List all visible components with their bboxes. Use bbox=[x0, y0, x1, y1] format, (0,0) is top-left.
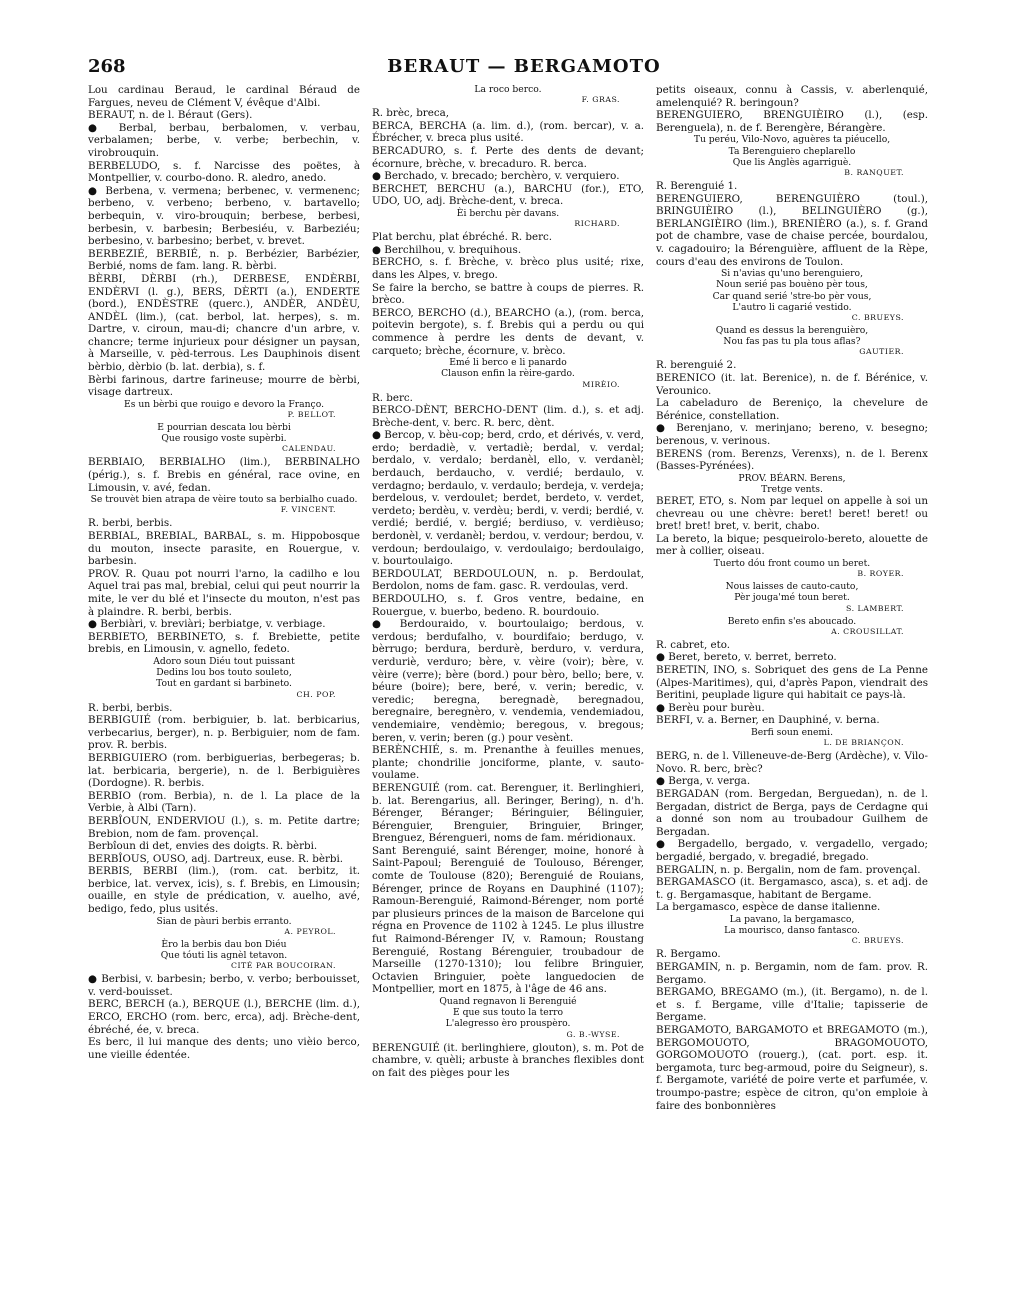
dictionary-entry: BERG, n. de l. Villeneuve-de-Berg (Ardèche), v. Vilo-Novo. R. berc, brèc? bbox=[656, 750, 928, 775]
quote-attribution: G. B.-WYSE. bbox=[566, 1029, 620, 1039]
dictionary-entry: BERBIAIO, BERBIALHO (lim.), BERBINALHO (périg.), s. f. Brebis en général, race ovine, en Limousin, v. avé, fedan. bbox=[88, 456, 360, 494]
dictionary-entry: BERBIGUIÉ (rom. berbiguier, b. lat. berbicarius, verbecarius, berger), n. p. Berbiguier, nom de fam. prov. R. berbis. bbox=[88, 714, 360, 752]
quote-attribution: GAUTIER. bbox=[859, 347, 904, 357]
dictionary-entry: ● Berbena, v. vermena; berbenec, v. vermenenc; berbeno, v. verbeno; berbeno, v. bartavello; berbequin, v. viro-brouquin; berbese, berbesi, berbesin, v. barbesin; Berbesiéu, v. Barbeziéu; berbesino, v. barbesino; berbet, v. brevet. bbox=[88, 184, 360, 248]
quote-attribution: C. BRUEYS. bbox=[851, 312, 904, 322]
dictionary-entry: BERGAMASCO (it. Bergamasco, asca), s. et adj. de t. g. Bergamasque, habitant de Bergame. bbox=[656, 876, 928, 901]
dictionary-entry: ● Berèu pour burèu. bbox=[656, 701, 765, 714]
dictionary-entry: BERBELUDO, s. f. Narcisse des poëtes, à Montpellier, v. courbo-dono. R. aledro, anedo. bbox=[88, 159, 360, 185]
verse-quote: Si n'avias qu'uno berenguiero, bbox=[720, 268, 863, 280]
dictionary-entry: BERENGUIERO, BERENGUIÈRO (toul.), BRINGUIÈIRO (l.), BELINGUIÈRO (g.), BERLANGIÈIRO (lim.), BRENIÈRO (a.), s. f. Grand pot de chambre, vase de chaise percée, bourdalou, v. cagadouiro; la Bérenguière, affluent de la Rèpe, cours d'eau des environs de Toulon. bbox=[656, 192, 928, 268]
running-title: BERAUT — BERGAMOTO bbox=[387, 56, 661, 77]
verse-quote: Se trouvèt bien atrapa de vèire touto sa berbialho cuado. bbox=[90, 494, 358, 506]
dictionary-entry: ● Berchilhou, v. brequihous. bbox=[372, 243, 522, 256]
verse-quote: Tretge vents. bbox=[761, 483, 823, 495]
verse-quote: La roco berco. bbox=[474, 84, 542, 95]
verse-quote: Tuerto dóu front coumo un beret. bbox=[713, 558, 871, 570]
verse-quote: Adoro soun Diéu tout puissant bbox=[153, 655, 295, 667]
verse-quote: Nous laisses de cauto-cauto, bbox=[725, 581, 859, 593]
dictionary-entry: ● Berbiàri, v. breviàri; berbiatge, v. verbiage. bbox=[88, 618, 326, 631]
dictionary-entry: R. berc. bbox=[372, 391, 413, 404]
dictionary-entry: BERENGUIÉ (rom. cat. Berenguer, it. Berlinghieri, b. lat. Berengarius, all. Beringer, Bering), n. d'h. Bérenger, Béranger; Béringuier, Bélinguier, Bérenguier, Brenguier, Bringuier, Bringer, Brenguez, Bérengueri, noms de fam. méridionaux. bbox=[372, 781, 644, 845]
verse-quote: Car quand serié 'stre-bo pèr vous, bbox=[712, 290, 872, 302]
dictionary-entry: ● Berga, v. verga. bbox=[656, 775, 751, 788]
dictionary-entry: ● Bercop, v. bèu-cop; berd, crdo, et dérivés, v. verd, erdo; berdadiè, v. vertadiè; berdal, v. verdal; berdalo, v. verdalo; berdanèl, ello, v. verdanèl; berdauch, berdaucho, v. verdié; berdaulo, v. verdagno; berdaulo, v. verdaulo; berdeja, v. verdeja; berdelous, v. verdoulet; berdet, berdeto, v. verdet, verdeto; berdèu, v. verdèu; berdi, v. verdi; berdié, v. verdié; berdié, v. bergié; berdiuso, v. verdièuso; berdonèl, v. verdanèl; berdou, v. verdour; berdou, v. verdoun; berdoulaigo, v. verdoulaigo; berdoulaigo, v. bourtoulaigo. bbox=[372, 429, 644, 568]
dictionary-entry: R. Bergamo. bbox=[656, 948, 721, 961]
column-3 bbox=[656, 84, 928, 1234]
verse-quote: Emé li berco e li panardo bbox=[449, 357, 567, 369]
dictionary-entry: PROV. R. Quau pot nourri l'arno, la cadilho e lou Aquel trai pas mal, brebial, celui qui peut nourrir la mite, le ver du blé et l'insecte du mouton, n'est pas à plaindre. R. berbi, berbis. bbox=[88, 567, 360, 618]
dictionary-entry: La bergamasco, espèce de danse italienne. bbox=[656, 901, 881, 914]
quote-attribution: C. BRUEYS. bbox=[851, 936, 904, 946]
verse-quote: Noun serié pas bouèno pèr tous, bbox=[716, 279, 868, 291]
dictionary-entry: BERFI, v. a. Berner, en Dauphiné, v. berna. bbox=[656, 714, 880, 727]
dictionary-entry: Sant Berenguié, saint Bérenger, moine, honoré à Saint-Papoul; Berenguié de Toulouso, Bérenger, comte de Toulouse (820); Berenguié de Rouians, Bérenger, prince de Royans en Dauphiné (1107); Ramoun-Berenguié, Raimond-Bérenger, nom porté par plusieurs princes de la maison de Barcelone qui régna en Provence de 1102 à 1245. Le plus illustre fut Raimond-Bérenger IV, v. Ramoun; Roustang Berenguié, Rostang Bérenguier, troubadour de Marseille (1270-1310); lou felibre Bringuier, Octavien Bringuier, poète languedocien de Montpellier, mort en 1875, à l'âge de 46 ans. bbox=[372, 844, 644, 996]
quote-attribution: L. DE BRIANÇON. bbox=[823, 738, 904, 748]
page-number: 268 bbox=[88, 56, 126, 77]
verse-quote: La mourisco, danso fantasco. bbox=[724, 925, 860, 937]
verse-quote: E que sus touto la terro bbox=[452, 1007, 564, 1019]
dictionary-entry: R. Berenguié 1. bbox=[656, 179, 738, 192]
dictionary-entry: Lou cardinau Beraud, le cardinal Béraud de Fargues, neveu de Clément V, évêque d'Albi. bbox=[88, 84, 360, 109]
dictionary-entry: ● Berbal, berbau, berbalomen, v. verbau, verbalamen; berbe, v. verbe; berbechin, v. virobrouquin. bbox=[88, 121, 360, 159]
dictionary-entry: BERETIN, INO, s. Sobriquet des gens de La Penne (Alpes-Maritimes), qui, d'après Papon, viendrait des Beritini, peuplade ligure qui habitait ce pays-là. bbox=[656, 664, 928, 702]
verse-quote: Que rousigo voste supèrbi. bbox=[161, 433, 287, 445]
dictionary-entry: Bèrbi farinous, dartre farineuse; mourre de bèrbi, visage dartreux. bbox=[88, 373, 360, 399]
dictionary-entry: BERGAMO, BREGAMO (m.), (it. Bergamo), n. de l. et s. f. Bergame, ville d'Italie; tapisserie de Bergame. bbox=[656, 986, 928, 1024]
column-1 bbox=[88, 84, 360, 1234]
dictionary-entry: BERBEZIÉ, BERBIÉ, n. p. Berbézier, Barbézier, Berbié, noms de fam. lang. R. bèrbi. bbox=[88, 247, 360, 273]
dictionary-entry: BERBIO (rom. Berbia), n. de l. La place de la Verbie, à Albi (Tarn). bbox=[88, 789, 360, 815]
dictionary-entry: BERBIGUIERO (rom. berbiguerias, berbegeras; b. lat. berbicaria, bergerie), n. de l. Berbiguières (Dordogne). R. berbis. bbox=[88, 751, 360, 790]
verse-quote: Quand regnavon li Berenguié bbox=[439, 996, 577, 1007]
dictionary-entry: BERCA, BERCHA (a. lim. d.), (rom. bercar), v. a. Ébrécher, v. breca plus usité. bbox=[372, 119, 644, 145]
dictionary-entry: BERAUT, n. de l. Béraut (Gers). bbox=[88, 109, 253, 122]
dictionary-entry: R. cabret, eto. bbox=[656, 638, 731, 651]
verse-quote: L'autro li cagarié vestido. bbox=[732, 301, 852, 313]
dictionary-entry: BERCO-DÈNT, BERCHO-DENT (lim. d.), s. et adj. Brèche-dent, v. berc. R. berc, dènt. bbox=[372, 404, 644, 429]
dictionary-entry: Es berc, il lui manque des dents; uno vièio berco, une vieille édentée. bbox=[88, 1036, 360, 1061]
dictionary-entry: ● Bergadello, bergado, v. vergadello, vergado; bergadié, bergado, v. bregadié, bregado. bbox=[656, 838, 928, 863]
verse-quote: Quand es dessus la berenguièro, bbox=[715, 324, 869, 336]
verse-quote: Tu peréu, Vilo-Novo, aguères ta piéucello, bbox=[693, 134, 891, 146]
dictionary-entry: BERGAMOTO, BARGAMOTO et BREGAMOTO (m.), BERGOMOUOTO, BRAGOMOUOTO, GORGOMOUOTO (rouerg.), (cat. port. esp. it. bergamota, turc beg-armoud, poire du Seigneur), s. f. Bergamote, variété de poire verte et parfumée, v. troumpo-pastre; espèce de citron, qu'on emploie à faire des bonbonnières bbox=[656, 1023, 928, 1112]
dictionary-entry: BERET, ETO, s. Nom par lequel on appelle à soi un chevreau ou une chèvre: beret! beret! beret! ou bret! bret! bret, v. berit, chabo. bbox=[656, 495, 928, 533]
quote-attribution: CH. POP. bbox=[296, 689, 336, 699]
verse-quote: Berfi soun enemi. bbox=[751, 727, 833, 739]
dictionary-entry: BERENICO (it. lat. Berenice), n. de f. Bérénice, v. Verounico. bbox=[656, 371, 928, 397]
quote-attribution: B. ROYER. bbox=[857, 569, 904, 579]
quote-attribution: CITÉ PAR BOUCOIRAN. bbox=[230, 961, 336, 971]
verse-quote: Ta Berenguiero cheplarello bbox=[728, 145, 856, 157]
dictionary-entry: ● Berchado, v. brecado; berchèro, v. verquiero. bbox=[372, 170, 620, 183]
dictionary-entry: Berbîoun di det, envies des doigts. R. bèrbi. bbox=[88, 840, 318, 853]
dictionary-entry: BERÈNCHIÉ, s. m. Prenanthe à feuilles menues, plante; chondrilie jonciforme, plante, v. sauto-voulame. bbox=[372, 744, 644, 782]
dictionary-entry: BERCO, BERCHO (d.), BEARCHO (a.), (rom. berca, poitevin bergote), s. f. Brebis qui a perdu ou qui commence à perdre les dents de devant, v. carqueto; brèche, écornure, v. brèco. bbox=[372, 306, 644, 357]
dictionary-entry: BERBÎOUS, OUSO, adj. Dartreux, euse. R. bèrbi. bbox=[88, 852, 344, 865]
dictionary-entry: BÈRBI, DÈRBI (rh.), DERBESE, ENDÈRBI, ENDÈRVI (l. g.), BERS, DÈRTI (a.), ENDERTE (bord.), ENDÈSTRE (querc.), ANDÈR, ANDÈU, ANDÈL (lim.), (cat. berbol, lat. herpes), s. m. Dartre, v. ciroun, mau-di; chancre d'un arbre, v. chancre; terme injurieux pour désigner un paysan, à Marseille, v. pèd-terrous. Les Dauphinois disent bèrbio, dèrbio (b. lat. derbia), s. f. bbox=[88, 272, 360, 374]
verse-quote: E pourrian descata lou bèrbi bbox=[157, 422, 291, 434]
quote-attribution: MIRÈIO. bbox=[582, 379, 620, 389]
verse-quote: Bereto enfin s'es aboucado. bbox=[727, 615, 857, 627]
dictionary-entry: BERGALIN, n. p. Bergalin, nom de fam. provençal. bbox=[656, 863, 921, 876]
verse-quote: Èro la berbis dau bon Diéu bbox=[161, 938, 287, 950]
dictionary-entry: BERBIS, BERBI (lim.), (rom. cat. berbitz, it. berbice, lat. vervex, icis), s. f. Brebis, en Limousin; ouaille, en style de prédication, v. auelho, avé, bedigo, fedo, plus usités. bbox=[88, 865, 360, 916]
verse-quote: Pèr jouga'mé toun beret. bbox=[734, 592, 850, 604]
verse-quote: Es un bèrbi que rouigo e devoro la Franço. bbox=[124, 398, 324, 410]
dictionary-entry: BERBÎOUN, ENDERVIOU (l.), s. m. Petite dartre; Brebion, nom de fam. provençal. bbox=[88, 814, 360, 840]
dictionary-entry: BERDOULAT, BERDOULOUN, n. p. Berdoulat, Berdolon, noms de fam. gasc. R. verdoulas, verd. bbox=[372, 567, 644, 593]
verse-quote: Que tóuti lis agnèl tetavon. bbox=[160, 950, 288, 962]
dictionary-entry: BERGAMIN, n. p. Bergamin, nom de fam. prov. R. Bergamo. bbox=[656, 960, 928, 986]
quote-attribution: F. GRAS. bbox=[581, 95, 620, 105]
quote-attribution: F. VINCENT. bbox=[280, 505, 336, 515]
dictionary-entry: Se faire la bercho, se battre à coups de pierres. R. brèco. bbox=[372, 281, 644, 307]
dictionary-entry: R. brèc, breca, bbox=[372, 107, 450, 120]
dictionary-entry: R. berenguié 2. bbox=[656, 359, 737, 372]
dictionary-entry: BERENGUIÉ (it. berlinghiere, glouton), s. m. Pot de chambre, v. quèli; arbuste à branches flexibles dont on fait des pièges pour les bbox=[372, 1041, 644, 1079]
quote-attribution: CALENDAU. bbox=[281, 444, 336, 454]
dictionary-entry: ● Berdouraido, v. bourtoulaigo; berdous, v. verdous; berdufalho, v. bourdifaio; berdugo, v. bèrrugo; berdura, berdurè, berduro, v. verdura, verduriè, verduro; bère, v. vèire (voir); bère, v. vèire (verre); bère (bord.) pour bèro, bello; bere, v. béure (boire); bere, beré, v. verin; beredic, v. veredic; beregna, beregnadè, beregnadou, beregnaire, beregnèro, v. vendemia, vendemiadou, vendemiaire, vendèmio; beregous, v. bregous; beren, v. verin; beren (g.) pour vesènt. bbox=[372, 618, 644, 744]
quote-attribution: RICHARD. bbox=[574, 219, 620, 229]
dictionary-entry: La cabeladuro de Bereniço, la chevelure de Bérénice, constellation. bbox=[656, 397, 928, 422]
dictionary-entry: Plat berchu, plat ébréché. R. berc. bbox=[372, 231, 553, 244]
verse-quote: La pavano, la bergamasco, bbox=[729, 913, 855, 925]
verse-quote: Èi berchu pèr davans. bbox=[456, 207, 560, 219]
page-header bbox=[88, 56, 960, 80]
dictionary-entry: R. berbi, berbis. bbox=[88, 701, 173, 714]
verse-quote: Nou fas pas tu pla tous aflas? bbox=[723, 336, 861, 348]
quote-attribution: S. LAMBERT. bbox=[846, 603, 904, 613]
dictionary-entry: BERBIETO, BERBINETO, s. f. Brebiette, petite brebis, en Limousin, v. agnello, fedeto. bbox=[88, 630, 360, 656]
dictionary-entry: BERCHO, s. f. Brèche, v. brèco plus usité; rixe, dans les Alpes, v. brego. bbox=[372, 256, 644, 281]
dictionary-entry: ● Beret, bereto, v. berret, berreto. bbox=[656, 651, 837, 664]
quote-attribution: B. RANQUET. bbox=[844, 167, 904, 177]
dictionary-entry: BERC, BERCH (a.), BERQUE (l.), BERCHE (lim. d.), ERCO, ERCHO (rom. berc, erca), adj. Brèche-dent, ébréché, ée, v. breca. bbox=[88, 998, 360, 1036]
quote-attribution: A. PEYROL. bbox=[284, 926, 336, 936]
column-2 bbox=[372, 84, 644, 1234]
dictionary-entry: BERDOULHO, s. f. Gros ventre, bedaine, en Rouergue, v. buerbo, bedeno. R. bourdouio. bbox=[372, 593, 644, 618]
dictionary-entry: R. berbi, berbis. bbox=[88, 517, 173, 530]
dictionary-entry: petits oiseaux, connu à Cassis, v. aberlenquié, amelenquié? R. beringoun? bbox=[656, 84, 928, 109]
verse-quote: Clauson enfin la rèire-gardo. bbox=[441, 368, 575, 380]
dictionary-entry: BERENS (rom. Berenzs, Verenxs), n. de l. Berenx (Basses-Pyrénées). bbox=[656, 447, 928, 473]
verse-quote: L'alegresso èro prouspèro. bbox=[445, 1018, 571, 1030]
verse-quote: Tout en gardant si barbineto. bbox=[156, 678, 292, 690]
dictionary-entry: BERBIAL, BREBIAL, BARBAL, s. m. Hippobosque du mouton, insecte parasite, en Rouergue, v. barbesin. bbox=[88, 530, 360, 568]
dictionary-entry: La bereto, la bique; pesqueirolo-bereto, alouette de mer à collier, oiseau. bbox=[656, 532, 928, 558]
dictionary-entry: BERENGUIERO, BRENGUIÈIRO (l.), (esp. Berenguela), n. de f. Berengère, Bérangère. bbox=[656, 109, 928, 134]
verse-quote: Que lis Anglès agarriguè. bbox=[732, 156, 852, 168]
dictionary-entry: ● Berbisi, v. barbesin; berbo, v. verbo; berbouisset, v. verd-bouisset. bbox=[88, 973, 360, 998]
quote-attribution: A. CROUSILLAT. bbox=[831, 626, 904, 636]
quote-attribution: P. BELLOT. bbox=[287, 410, 336, 420]
verse-quote: Dedins lou bos touto souleto, bbox=[156, 667, 292, 679]
dictionary-entry: ● Berenjano, v. merinjano; bereno, v. besegno; berenous, v. verinous. bbox=[656, 422, 928, 447]
verse-quote: Sian de pàuri berbis erranto. bbox=[156, 915, 292, 927]
dictionary-entry: BERCHET, BERCHU (a.), BARCHU (for.), ETO, UDO, UO, adj. Brèche-dent, v. breca. bbox=[372, 182, 644, 208]
verse-quote: PROV. BÉARN. Berens, bbox=[738, 472, 846, 484]
dictionary-entry: BERGADAN (rom. Bergedan, Berguedan), n. de l. Bergadan, district de Berga, pays de Cerdagne qui a donné son nom au troubadour Guilhem de Bergadan. bbox=[656, 788, 928, 838]
dictionary-entry: BERCADURO, s. f. Perte des dents de devant; écornure, brèche, v. brecaduro. R. berca. bbox=[372, 144, 644, 170]
